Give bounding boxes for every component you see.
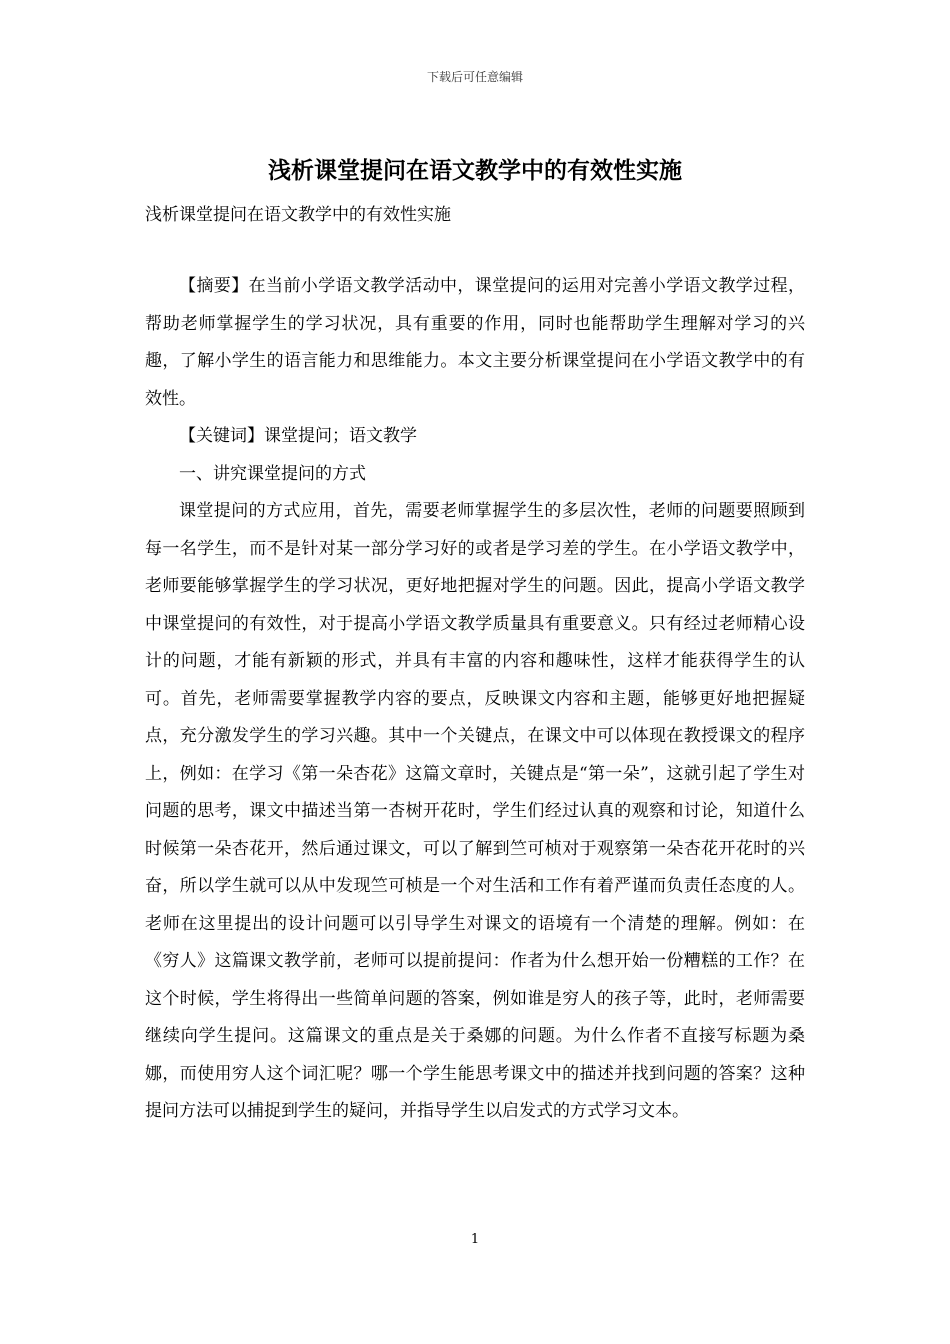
header-note: 下载后可任意编辑 xyxy=(426,70,523,84)
abstract-paragraph: 【摘要】在当前小学语文教学活动中，课堂提问的运用对完善小学语文教学过程，帮助老师掌握学生的学习状况，具有重要的作用，同时也能帮助学生理解对学习的兴趣，了解小学生的语言能力和思维能力。本文主要分析课堂提问在小学语文教学中的有效性。 xyxy=(145,276,805,409)
page-number: 1 xyxy=(470,1232,480,1247)
keywords-paragraph: 【关键词】课堂提问；语文教学 xyxy=(179,426,417,446)
document-subtitle: 浅析课堂提问在语文教学中的有效性实施 xyxy=(145,205,451,225)
document-body xyxy=(145,268,805,1131)
section-heading: 一、讲究课堂提问的方式 xyxy=(179,463,366,484)
document-title: 浅析课堂提问在语文教学中的有效性实施 xyxy=(268,157,682,184)
body-paragraph: 课堂提问的方式应用，首先，需要老师掌握学生的多层次性，老师的问题要照顾到每一名学生，而不是针对某一部分学习好的或者是学习差的学生。在小学语文教学中，老师要能够掌握学生的学习状况，更好地把握对学生的问题。因此，提高小学语文教学中课堂提问的有效性，对于提高小学语文教学质量具有重要意义。只有经过老师精心设计的问题，才能有新颖的形式，并具有丰富的内容和趣味性，这样才能获得学生的认可。首先，老师需要掌握教学内容的要点，反映课文内容和主题，能够更好地把握疑点，充分激发学生的学习兴趣。其中一个关键点，在课文中可以体现在教授课文的程序上，例如：在学习《第一朵杏花》这篇文章时，关键点是“第一朵”，这就引起了学生对问题的思考，课文中描述当第一杏树开花时，学生们经过认真的观察和讨论，知道什么时候第一朵杏花开，然后通过课文，可以了解到竺可桢对于观察第一朵杏花开花时的兴奋，所以学生就可以从中发现竺可桢是一个对生活和工作有着严谨而负责任态度的人。老师在这里提出的设计问题可以引导学生对课文的语境有一个清楚的理解。例如：在《穷人》这篇课文教学前，老师可以提前提问：作者为什么想开始一份糟糕的工作？在这个时候，学生将得出一些简单问题的答案，例如谁是穷人的孩子等，此时，老师需要继续向学生提问。这篇课文的重点是关于桑娜的问题。为什么作者不直接写标题为桑娜，而使用穷人这个词汇呢？哪一个学生能思考课文中的描述并找到问题的答案？这种提问方法可以捕捉到学生的疑问，并指导学生以启发式的方式学习文本。 xyxy=(145,501,805,1121)
